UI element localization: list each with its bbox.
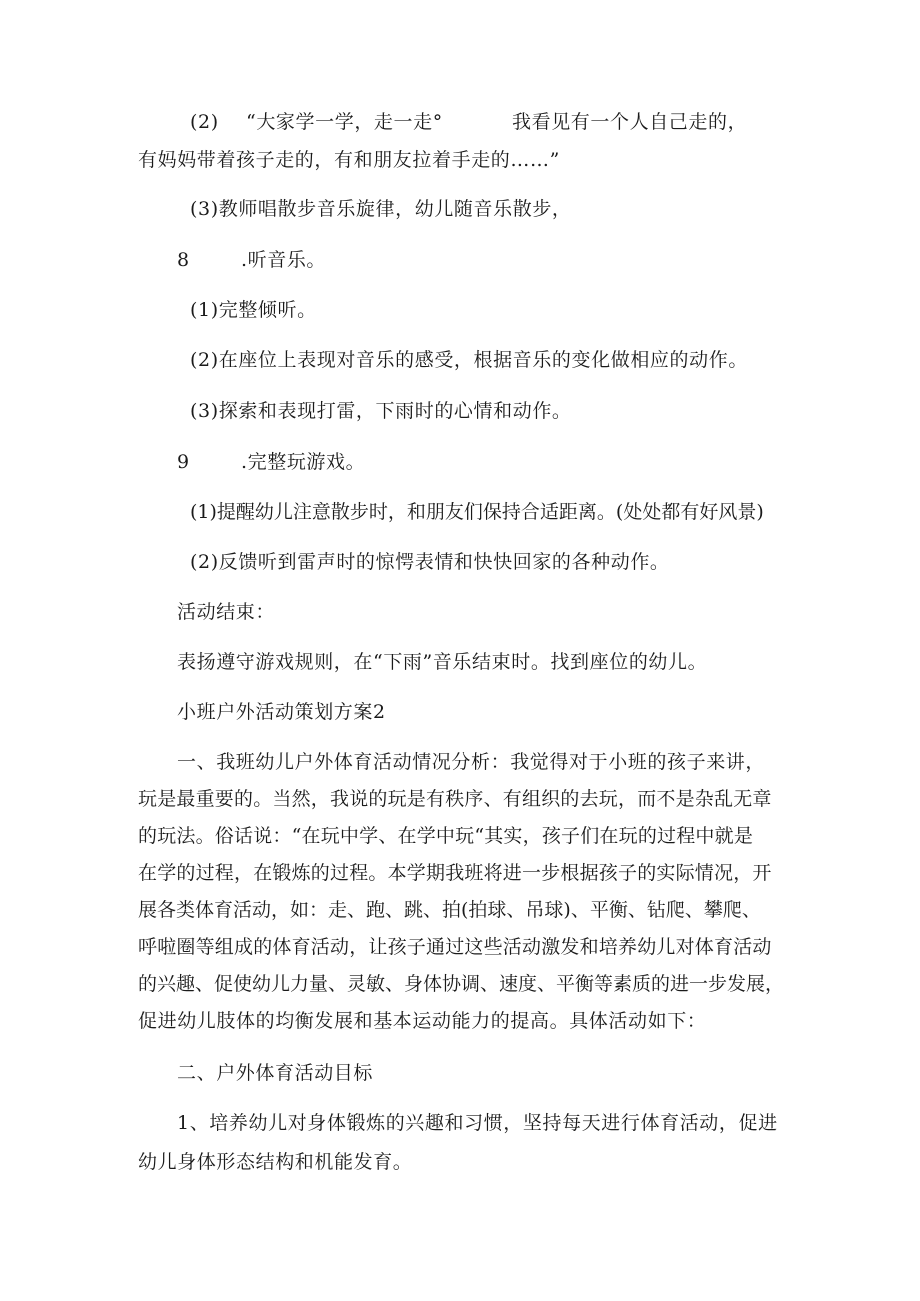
- part-1-line-8-text: 促进幼儿肢体的均衡发展和基本运动能力的提高。具体活动如下：: [138, 1010, 707, 1032]
- part-1-line-1-text: 一、我班幼儿户外体育活动情况分析：我觉得对于小班的孩子来讲，: [177, 751, 766, 773]
- item-2-line-1-continued: [512, 110, 747, 134]
- part-1-line-6-text: 呼啦圈等组成的体育活动，让孩子通过这些活动激发和培养幼儿对体育活动: [138, 936, 772, 958]
- part-1-line-8: [138, 1009, 706, 1033]
- item-2-line-2: [138, 148, 560, 172]
- ending-text-content: 表扬遵守游戏规则，在“下雨”音乐结束时。找到座位的幼儿。: [177, 651, 708, 673]
- step-9-item-2: [190, 550, 670, 574]
- ending-heading-text: 活动结束：: [177, 601, 276, 623]
- part-1-line-6: [138, 935, 772, 959]
- part-2-heading: [177, 1061, 373, 1085]
- step-9-title: .完整玩游戏。: [240, 451, 366, 473]
- step-8-item-1: [190, 298, 317, 322]
- goal-1-line-2-text: 幼儿身体形态结构和机能发育。: [138, 1151, 413, 1173]
- step-9-item-1: [190, 500, 764, 524]
- step-8-heading: [177, 248, 326, 272]
- plan-2-title-text: 小班户外活动策划方案2: [177, 701, 386, 723]
- goal-1-line-1-text: 1、培养幼儿对身体锻炼的兴趣和习惯，坚持每天进行体育活动，促进: [177, 1112, 778, 1134]
- part-1-line-4-text: 在学的过程，在锻炼的过程。本学期我班将进一步根据孩子的实际情况，开: [138, 862, 772, 884]
- step-8-item-3-text: (3)探索和表现打雷，下雨时的心情和动作。: [190, 400, 572, 422]
- item-2-number: (2): [190, 111, 219, 133]
- step-8-number: 8: [177, 249, 190, 271]
- goal-1-line-2: [138, 1150, 412, 1174]
- part-1-line-4: [138, 861, 772, 885]
- step-9-number: 9: [177, 451, 190, 473]
- step-9-item-1-text: (1)提醒幼儿注意散步时，和朋友们保持合适距离。(处处都有好风景): [190, 501, 764, 523]
- item-3-text: (3)教师唱散步音乐旋律，幼儿随音乐散步，: [190, 198, 572, 220]
- step-9-item-2-text: (2)反馈听到雷声时的惊愕表情和快快回家的各种动作。: [190, 551, 670, 573]
- plan-2-title: [177, 700, 386, 724]
- step-8-item-2-text: (2)在座位上表现对音乐的感受，根据音乐的变化做相应的动作。: [190, 349, 748, 371]
- part-1-line-5: [138, 898, 761, 922]
- part-1-line-2: [138, 787, 772, 811]
- part-1-line-3-text: 的玩法。俗话说：“在玩中学、在学中玩“其实，孩子们在玩的过程中就是: [138, 825, 754, 847]
- ending-heading: [177, 600, 275, 624]
- step-9-heading: [177, 450, 365, 474]
- item-3-line: [190, 197, 572, 221]
- ending-text: [177, 650, 707, 674]
- part-1-line-7: [138, 972, 784, 996]
- part-1-line-3: [138, 824, 753, 848]
- part-1-line-7-text: 的兴趣、促使幼儿力量、灵敏、身体协调、速度、平衡等素质的进一步发展，: [138, 973, 785, 995]
- step-8-item-1-text: (1)完整倾听。: [190, 299, 317, 321]
- step-8-item-3: [190, 399, 572, 423]
- part-1-line-2-text: 玩是最重要的。当然，我说的玩是有秩序、有组织的去玩，而不是杂乱无章: [138, 788, 772, 810]
- part-2-heading-text: 二、户外体育活动目标: [177, 1062, 374, 1084]
- step-8-item-2: [190, 348, 748, 372]
- item-2-rest: 我看见有一个人自己走的，: [512, 111, 748, 133]
- step-8-title: .听音乐。: [240, 249, 327, 271]
- item-2-continuation: 有妈妈带着孩子走的，有和朋友拉着手走的……”: [138, 149, 560, 171]
- goal-1-line-1: [177, 1111, 778, 1135]
- part-1-line-1: [177, 750, 765, 774]
- part-1-line-5-text: 展各类体育活动，如：走、跑、跳、拍(拍球、吊球)、平衡、钻爬、攀爬、: [138, 899, 761, 921]
- item-2-line-1: [190, 110, 443, 134]
- item-2-quote: “大家学一学，走一走°: [246, 111, 443, 133]
